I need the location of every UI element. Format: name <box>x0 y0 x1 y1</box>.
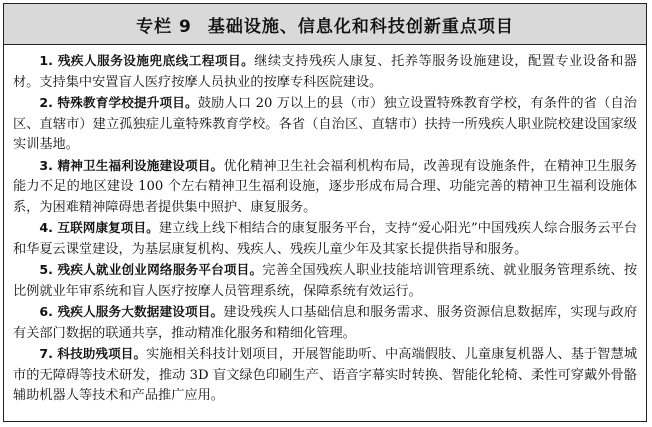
project-item-1 <box>13 51 637 93</box>
project-item-6 <box>13 302 637 344</box>
project-title: 7. 科技助残项目。 <box>39 346 147 361</box>
project-title: 6. 残疾人服务大数据建设项目。 <box>39 304 224 319</box>
project-item-2 <box>13 93 637 156</box>
project-title: 5. 残疾人就业创业网络服务平台项目。 <box>39 262 263 277</box>
project-item-5 <box>13 260 637 302</box>
project-text: 建设残疾人口基础信息和服务需求、服务资源信息数据库，实现与政府有关部门数据的联通共享，推动精准化服务和精细化管理。 <box>13 305 638 341</box>
column-content <box>4 45 646 407</box>
project-text: 继续支持残疾人康复、托养等服务设施建设，配置专业设备和器材。支持集中安置盲人医疗按摩人员执业的按摩专科医院建设。 <box>13 54 637 90</box>
project-item-7 <box>13 344 637 407</box>
project-item-4 <box>13 218 637 260</box>
project-title: 1. 残疾人服务设施兜底线工程项目。 <box>39 53 255 68</box>
column-header <box>4 4 646 45</box>
column-box <box>3 3 647 422</box>
project-title: 2. 特殊教育学校提升项目。 <box>39 95 198 110</box>
project-text: 鼓励人口 20 万以上的县（市）独立设置特殊教育学校，有条件的省（自治区、直辖市）建立孤独症儿童特殊教育学校。各省（自治区、直辖市）扶持一所残疾人职业院校建设国家级实训基地。 <box>13 96 637 152</box>
project-item-3 <box>13 156 637 219</box>
project-title: 3. 精神卫生福利设施建设项目。 <box>39 157 224 173</box>
project-text: 完善全国残疾人职业技能培训管理系统、就业服务管理系统、按比例就业年审系统和盲人医疗按摩人员管理系统，保障系统有效运行。 <box>13 263 638 299</box>
project-text: 建立线上线下相结合的康复服务平台，支持“爱心阳光”中国残疾人综合服务云平台和华夏云课堂建设，为基层康复机构、残疾人、残疾儿童少年及其家长提供指导和服务。 <box>13 221 638 257</box>
project-text: 优化精神卫生社会福利机构布局，改善现有设施条件，在精神卫生服务能力不足的地区建设 100 个左右精神卫生福利设施，逐步形成布局合理、功能完善的精神卫生福利设施体系，为困难精神障碍患者提供集中照护、康复服务。 <box>13 158 638 215</box>
project-text: 实施相关科技计划项目，开展智能助听、中高端假肢、儿童康复机器人、基于智慧城市的无障碍等技术研发，推动 3D 盲文绿色印刷生产、语音字幕实时转换、智能化轮椅、柔性可穿戴外骨骼辅助机器人等技术和产品推广应用。 <box>13 347 638 403</box>
column-title: 基础设施、信息化和科技创新重点项目 <box>207 16 514 37</box>
project-title: 4. 互联网康复项目。 <box>39 220 159 235</box>
column-label: 专栏 9 <box>136 16 192 37</box>
